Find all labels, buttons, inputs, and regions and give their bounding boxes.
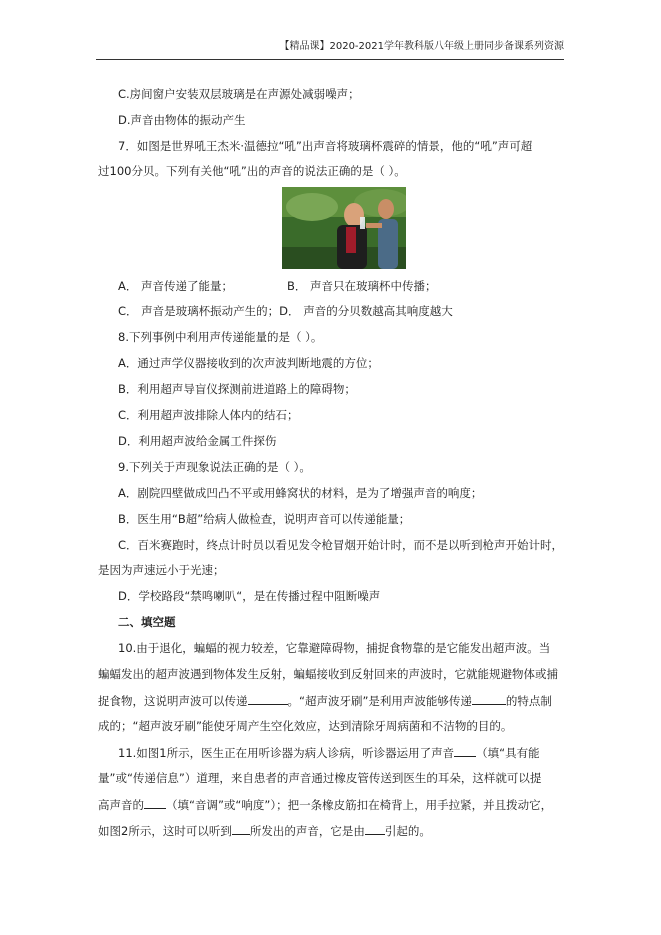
question-11-line4-text-a: 如图2所示，这时可以听到 <box>98 824 232 838</box>
answer-blank[interactable] <box>232 822 250 835</box>
question-11-line1-text-b: （填“具有能 <box>476 746 540 760</box>
question-10-line2: 蝙蝠发出的超声波遇到物体发生反射，蝙蝠接收到反射回来的声波时，它就能规避物体或捕 <box>98 667 558 681</box>
question-8-option-b: B．利用超声导盲仪探测前进道路上的障碍物； <box>118 382 356 396</box>
question-9-option-c-line2: 是因为声速远小于光速； <box>98 563 225 577</box>
question-10-line3-text-c: 的特点制 <box>505 694 552 708</box>
question-10-line3-text-b: 。“超声波牙刷”是利用声波能够传递 <box>287 694 472 708</box>
question-9-option-c-line1: C．百米赛跑时，终点计时员以看见发令枪冒烟开始计时，而不是以听到枪声开始计时， <box>118 538 564 552</box>
question-8-option-d: D．利用超声波给金属工件探伤 <box>118 434 277 448</box>
question-7-line1: 7．如图是世界吼王杰米·温德拉“吼”出声音将玻璃杯震碎的情景，他的“吼”声可超 <box>118 139 533 153</box>
question-10-line4: 成的；“超声波牙刷”能使牙周产生空化效应，达到清除牙周病菌和不洁物的目的。 <box>98 719 513 733</box>
option-d-prev: D.声音由物体的振动产生 <box>118 113 246 127</box>
question-11-line4-text-b: 所发出的声音，它是由 <box>249 824 365 838</box>
question-11-line3-text-a: 高声音的 <box>98 798 144 812</box>
question-11-line1 <box>118 744 540 761</box>
question-9: 9.下列关于声现象说法正确的是（ ）。 <box>118 460 311 474</box>
header-divider <box>96 59 564 60</box>
question-8-option-c: C．利用超声波排除人体内的结石； <box>118 408 299 422</box>
question-10-line3-text-a: 捉食物，这说明声波可以传递 <box>98 694 248 708</box>
answer-blank[interactable] <box>248 692 288 705</box>
question-8-option-a: A．通过声学仪器接收到的次声波判断地震的方位； <box>118 356 379 370</box>
option-c-prev: C.房间窗户安装双层玻璃是在声源处减弱噪声； <box>118 87 360 101</box>
question-7-option-cd: C． 声音是玻璃杯振动产生的；D． 声音的分贝数越高其响度越大 <box>118 304 453 318</box>
question-8: 8.下列事例中利用声传递能量的是（ ）。 <box>118 330 323 344</box>
answer-blank[interactable] <box>454 744 476 757</box>
answer-blank[interactable] <box>365 822 385 835</box>
question-11-line4-text-c: 引起的。 <box>384 824 431 838</box>
photo-icon <box>282 187 406 269</box>
question-9-option-b: B．医生用“B超”给病人做检查，说明声音可以传递能量； <box>118 512 411 526</box>
question-11-line3 <box>98 796 552 813</box>
question-11-line3-text-b: （填“音调”或“响度”）；把一条橡皮筋扣在椅背上，用手拉紧，并且拨动它， <box>166 798 553 812</box>
section-title-fill-blank: 二、填空题 <box>118 615 176 629</box>
question-11-line4 <box>98 822 431 839</box>
question-7-line2: 过100分贝。下列有关他“吼”出的声音的说法正确的是（ ）。 <box>98 164 406 178</box>
question-10-line1: 10.由于退化，蝙蝠的视力较差，它靠避障碍物，捕捉食物靠的是它能发出超声波。当 <box>118 641 551 655</box>
question-7-option-a: A． 声音传递了能量； <box>118 279 234 293</box>
question-11-line1-text-a: 11.如图1所示，医生正在用听诊器为病人诊病，听诊器运用了声音 <box>118 746 455 760</box>
question-9-option-a: A．剧院四壁做成凹凸不平或用蜂窝状的材料，是为了增强声音的响度； <box>118 486 483 500</box>
question-10-line3 <box>98 692 552 709</box>
question-11-line2: 量”或“传递信息”）道理，来自患者的声音通过橡皮管传送到医生的耳朵，这样就可以提 <box>98 771 542 785</box>
question-7-option-b: B． 声音只在玻璃杯中传播； <box>287 279 437 293</box>
page-header: 【精品课】2020-2021学年教科版八年级上册同步备课系列资源 <box>279 41 564 52</box>
answer-blank[interactable] <box>472 692 506 705</box>
answer-blank[interactable] <box>144 796 166 809</box>
question-9-option-d: D．学校路段“禁鸣喇叭“，是在传播过程中阻断噪声 <box>118 589 381 603</box>
